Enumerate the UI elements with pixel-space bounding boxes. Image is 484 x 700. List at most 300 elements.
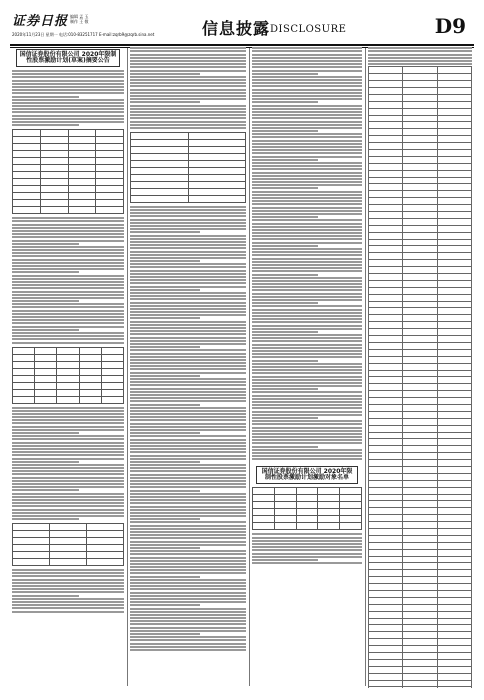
table-cell xyxy=(437,198,471,205)
text-block xyxy=(130,206,246,651)
table-cell xyxy=(369,349,403,356)
table-cell xyxy=(403,687,437,688)
text-line xyxy=(130,231,200,233)
table-cell xyxy=(403,611,437,618)
text-line xyxy=(252,79,362,81)
text-line xyxy=(252,207,362,209)
text-line xyxy=(12,426,124,428)
table-cell xyxy=(437,584,471,591)
text-line xyxy=(130,321,246,323)
text-line xyxy=(130,219,246,221)
text-line xyxy=(12,422,124,424)
text-line xyxy=(130,372,246,374)
table-cell xyxy=(340,523,362,530)
table-cell xyxy=(340,488,362,495)
text-line xyxy=(130,461,200,463)
text-line xyxy=(130,518,200,520)
text-line xyxy=(12,604,124,606)
text-line xyxy=(252,232,362,234)
text-line xyxy=(130,467,246,469)
table-cell xyxy=(403,597,437,604)
page-number: D9 xyxy=(434,14,466,38)
text-line xyxy=(130,582,246,584)
text-line xyxy=(252,401,362,403)
table-cell xyxy=(188,174,246,181)
text-line xyxy=(12,470,124,472)
table-cell xyxy=(369,563,403,570)
table-cell xyxy=(40,137,68,144)
table-cell xyxy=(437,542,471,549)
table-cell xyxy=(437,280,471,287)
table-cell xyxy=(68,186,96,193)
text-line xyxy=(130,553,246,555)
text-line xyxy=(252,156,362,158)
text-line xyxy=(252,283,362,285)
text-line xyxy=(12,505,124,507)
text-line xyxy=(130,356,246,358)
table-cell xyxy=(57,375,79,382)
text-line xyxy=(130,493,246,495)
table-cell xyxy=(369,87,403,94)
text-line xyxy=(130,486,246,488)
table-cell xyxy=(131,188,189,195)
table-cell xyxy=(403,108,437,115)
table-cell xyxy=(437,218,471,225)
text-line xyxy=(12,486,124,488)
table-cell xyxy=(13,545,50,552)
table-cell xyxy=(87,538,124,545)
text-line xyxy=(130,244,246,246)
table-cell xyxy=(437,246,471,253)
text-line xyxy=(130,365,246,367)
text-line xyxy=(130,639,246,641)
text-line xyxy=(12,89,124,91)
text-line xyxy=(252,85,362,87)
text-line xyxy=(130,76,246,78)
table-cell xyxy=(369,577,403,584)
table-cell xyxy=(13,368,35,375)
text-line xyxy=(130,592,246,594)
text-line xyxy=(130,566,246,568)
name-list-table xyxy=(368,66,472,688)
table-cell xyxy=(79,347,101,354)
table-cell xyxy=(403,163,437,170)
text-line xyxy=(252,149,362,151)
text-line xyxy=(130,302,246,304)
text-line xyxy=(12,281,124,283)
text-line xyxy=(130,506,246,508)
table-cell xyxy=(40,158,68,165)
text-line xyxy=(130,528,246,530)
text-line xyxy=(12,518,79,520)
text-line xyxy=(12,265,124,267)
table-cell xyxy=(68,144,96,151)
text-line xyxy=(12,435,124,437)
text-line xyxy=(12,76,124,78)
text-line xyxy=(252,540,362,542)
table-cell xyxy=(437,528,471,535)
table-cell xyxy=(437,308,471,315)
text-line xyxy=(368,57,472,59)
table-cell xyxy=(369,487,403,494)
text-line xyxy=(252,238,362,240)
table-cell xyxy=(131,153,189,160)
table-cell xyxy=(403,646,437,653)
table-cell xyxy=(369,591,403,598)
text-line xyxy=(130,50,246,52)
table-cell xyxy=(437,439,471,446)
table-cell xyxy=(369,632,403,639)
text-line xyxy=(252,114,362,116)
table-cell xyxy=(403,218,437,225)
text-line xyxy=(252,101,318,103)
table-cell xyxy=(296,495,318,502)
text-line xyxy=(130,270,246,272)
table-cell xyxy=(369,329,403,336)
text-line xyxy=(130,544,246,546)
text-line xyxy=(12,326,124,328)
table-cell xyxy=(437,349,471,356)
text-line xyxy=(130,276,246,278)
text-line xyxy=(130,509,246,511)
table-cell xyxy=(87,552,124,559)
table-cell xyxy=(57,382,79,389)
table-cell xyxy=(131,181,189,188)
text-line xyxy=(252,267,362,269)
text-line xyxy=(12,105,124,107)
table-cell xyxy=(79,382,101,389)
text-line xyxy=(252,229,362,231)
table-cell xyxy=(437,225,471,232)
table-cell xyxy=(403,618,437,625)
text-line xyxy=(130,576,200,578)
table-cell xyxy=(403,411,437,418)
text-block xyxy=(252,533,362,564)
text-line xyxy=(252,226,362,228)
text-line xyxy=(12,108,124,110)
table-cell xyxy=(188,146,246,153)
text-line xyxy=(252,172,362,174)
table-cell xyxy=(131,132,189,139)
text-line xyxy=(252,121,362,123)
table-cell xyxy=(253,488,275,495)
table-cell xyxy=(13,347,35,354)
column-4-list xyxy=(368,46,472,688)
table-cell xyxy=(437,549,471,556)
table-cell xyxy=(50,524,87,531)
table-cell xyxy=(369,156,403,163)
table-cell xyxy=(40,144,68,151)
text-line xyxy=(252,277,362,279)
text-line xyxy=(252,82,362,84)
table-cell xyxy=(403,473,437,480)
text-line xyxy=(12,227,124,229)
table-cell xyxy=(437,666,471,673)
table-cell xyxy=(437,411,471,418)
text-line xyxy=(12,410,124,412)
text-line xyxy=(12,287,124,289)
text-line xyxy=(130,359,246,361)
text-line xyxy=(252,127,362,129)
text-line xyxy=(252,388,318,390)
table-cell xyxy=(437,115,471,122)
text-line xyxy=(252,258,362,260)
table-cell xyxy=(131,167,189,174)
text-line xyxy=(130,298,246,300)
table-cell xyxy=(101,354,123,361)
text-line xyxy=(130,266,246,268)
table-cell xyxy=(188,188,246,195)
table-cell xyxy=(369,191,403,198)
table-cell xyxy=(437,611,471,618)
table-cell xyxy=(369,439,403,446)
table-cell xyxy=(318,509,340,516)
table-cell xyxy=(437,301,471,308)
table-cell xyxy=(253,502,275,509)
table-cell xyxy=(437,466,471,473)
text-line xyxy=(130,241,246,243)
table-cell xyxy=(403,184,437,191)
text-line xyxy=(12,338,124,340)
table-cell xyxy=(403,329,437,336)
table-cell xyxy=(403,267,437,274)
text-line xyxy=(130,73,200,75)
table-cell xyxy=(274,516,296,523)
text-line xyxy=(130,308,246,310)
table-cell xyxy=(403,225,437,232)
table-cell xyxy=(437,260,471,267)
table-cell xyxy=(403,460,437,467)
text-line xyxy=(12,92,124,94)
text-line xyxy=(12,591,124,593)
table-cell xyxy=(369,460,403,467)
table-cell xyxy=(96,151,124,158)
table-cell xyxy=(437,156,471,163)
text-line xyxy=(252,117,362,119)
text-line xyxy=(252,136,362,138)
text-line xyxy=(12,243,79,245)
text-line xyxy=(130,54,246,56)
table-cell xyxy=(403,74,437,81)
text-line xyxy=(252,187,318,189)
text-line xyxy=(12,601,124,603)
text-line xyxy=(252,369,362,371)
table-cell xyxy=(369,522,403,529)
text-line xyxy=(130,209,246,211)
table-cell xyxy=(437,625,471,632)
text-line xyxy=(252,385,362,387)
text-line xyxy=(252,398,362,400)
table-cell xyxy=(369,232,403,239)
text-line xyxy=(252,305,362,307)
text-line xyxy=(252,315,362,317)
text-line xyxy=(130,400,246,402)
text-line xyxy=(130,330,246,332)
table-cell xyxy=(188,153,246,160)
text-line xyxy=(252,302,318,304)
table-cell xyxy=(40,165,68,172)
table-cell xyxy=(403,294,437,301)
text-line xyxy=(130,92,246,94)
text-line xyxy=(12,233,124,235)
text-line xyxy=(252,124,362,126)
table-cell xyxy=(369,570,403,577)
text-line xyxy=(12,99,124,101)
table-cell xyxy=(369,611,403,618)
text-line xyxy=(130,346,200,348)
table-cell xyxy=(437,646,471,653)
text-line xyxy=(130,228,246,230)
text-line xyxy=(130,111,246,113)
text-line xyxy=(12,313,124,315)
text-line xyxy=(252,442,362,444)
table-cell xyxy=(403,315,437,322)
text-line xyxy=(130,569,246,571)
text-line xyxy=(252,395,362,397)
table-cell xyxy=(369,81,403,88)
text-line xyxy=(130,282,246,284)
table-cell xyxy=(369,342,403,349)
table-cell xyxy=(437,673,471,680)
table-cell xyxy=(68,158,96,165)
table-cell xyxy=(50,559,87,566)
table-cell xyxy=(35,375,57,382)
table-cell xyxy=(369,404,403,411)
text-line xyxy=(252,439,362,441)
table-cell xyxy=(188,167,246,174)
text-line xyxy=(252,296,362,298)
table-cell xyxy=(403,439,437,446)
text-line xyxy=(130,337,246,339)
text-line xyxy=(130,79,246,81)
text-line xyxy=(130,235,246,237)
table-cell xyxy=(13,179,41,186)
text-line xyxy=(12,297,124,299)
text-line xyxy=(12,322,124,324)
text-line xyxy=(12,335,124,337)
table-cell xyxy=(437,659,471,666)
editor-info xyxy=(70,14,89,24)
table-cell xyxy=(296,488,318,495)
table-cell xyxy=(403,122,437,129)
text-line xyxy=(12,217,124,219)
text-line xyxy=(252,452,362,454)
table-cell xyxy=(403,336,437,343)
data-table xyxy=(12,347,124,404)
text-line xyxy=(252,546,362,548)
table-cell xyxy=(437,67,471,74)
text-line xyxy=(130,502,246,504)
text-line xyxy=(12,329,79,331)
text-line xyxy=(252,458,362,460)
text-line xyxy=(252,200,362,202)
table-cell xyxy=(68,151,96,158)
text-line xyxy=(12,509,124,511)
text-line xyxy=(130,620,246,622)
text-line xyxy=(252,251,362,253)
text-line xyxy=(12,284,124,286)
text-line xyxy=(252,105,362,107)
table-cell xyxy=(340,509,362,516)
table-cell xyxy=(403,425,437,432)
text-line xyxy=(12,118,124,120)
table-cell xyxy=(403,356,437,363)
column-divider xyxy=(365,48,366,686)
data-table xyxy=(252,487,362,530)
table-cell xyxy=(403,632,437,639)
table-cell xyxy=(68,200,96,207)
table-cell xyxy=(437,453,471,460)
table-cell xyxy=(403,673,437,680)
text-line xyxy=(12,73,124,75)
table-cell xyxy=(87,531,124,538)
table-cell xyxy=(437,522,471,529)
table-cell xyxy=(403,522,437,529)
text-line xyxy=(12,458,124,460)
text-line xyxy=(130,614,246,616)
text-line xyxy=(130,563,246,565)
text-line xyxy=(252,242,362,244)
table-cell xyxy=(369,108,403,115)
table-cell xyxy=(57,368,79,375)
text-line xyxy=(252,146,362,148)
table-cell xyxy=(403,170,437,177)
table-cell xyxy=(369,687,403,688)
text-line xyxy=(252,140,362,142)
table-cell xyxy=(369,535,403,542)
text-line xyxy=(368,47,472,49)
text-line xyxy=(130,286,246,288)
text-line xyxy=(130,368,246,370)
table-cell xyxy=(437,432,471,439)
table-cell xyxy=(96,179,124,186)
table-cell xyxy=(437,315,471,322)
table-cell xyxy=(68,193,96,200)
table-cell xyxy=(13,552,50,559)
text-line xyxy=(130,448,246,450)
table-cell xyxy=(13,524,50,531)
notice-title-box xyxy=(16,49,120,67)
text-line xyxy=(130,343,246,345)
table-cell xyxy=(437,597,471,604)
text-line xyxy=(12,332,124,334)
text-line xyxy=(252,286,362,288)
text-line xyxy=(130,649,246,651)
table-cell xyxy=(403,515,437,522)
table-cell xyxy=(437,639,471,646)
masthead xyxy=(10,8,474,48)
table-cell xyxy=(274,495,296,502)
table-cell xyxy=(340,516,362,523)
table-cell xyxy=(68,172,96,179)
table-cell xyxy=(369,280,403,287)
table-cell xyxy=(13,396,35,403)
table-cell xyxy=(13,172,41,179)
text-line xyxy=(252,433,362,435)
text-line xyxy=(130,404,200,406)
text-line xyxy=(368,60,472,62)
table-cell xyxy=(101,347,123,354)
text-line xyxy=(130,70,246,72)
table-cell xyxy=(369,274,403,281)
table-cell xyxy=(96,137,124,144)
table-cell xyxy=(50,552,87,559)
text-line xyxy=(130,257,246,259)
text-line xyxy=(130,557,246,559)
table-cell xyxy=(274,488,296,495)
text-line xyxy=(130,429,246,431)
table-cell xyxy=(403,556,437,563)
